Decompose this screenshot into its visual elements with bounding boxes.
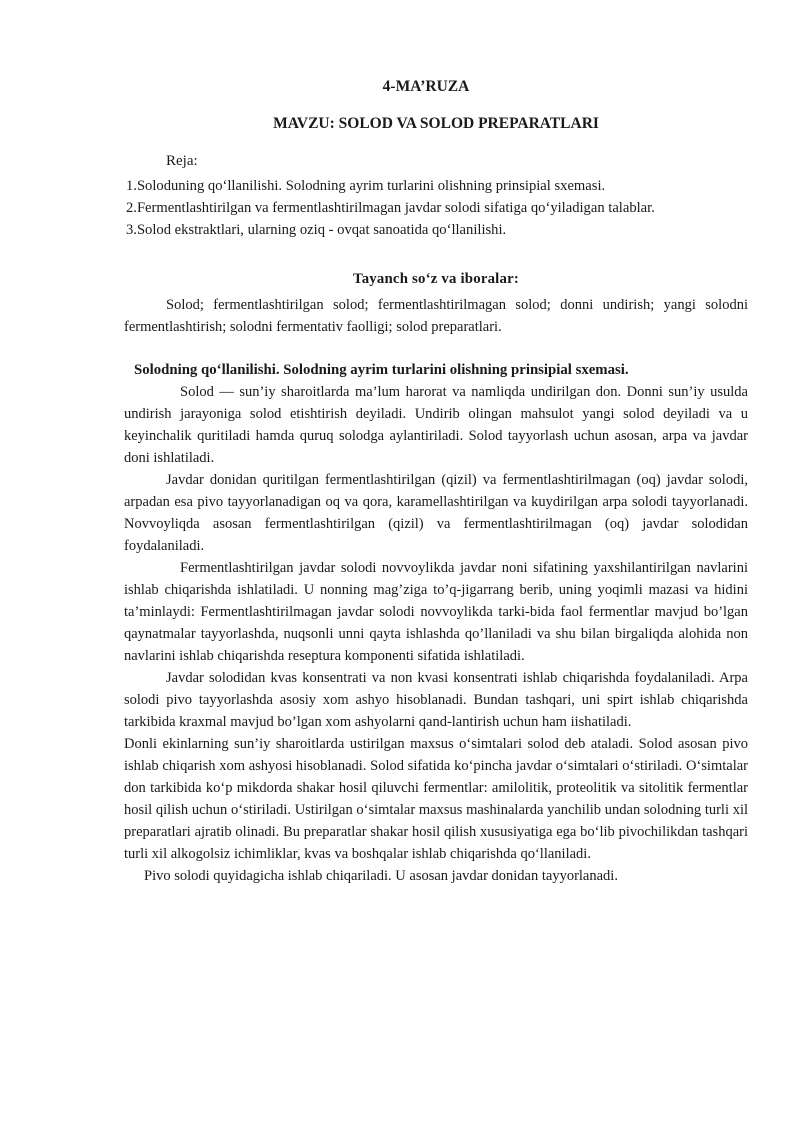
plan-label: Reja: (166, 153, 198, 169)
paragraph: Fermentlashtirilgan javdar solodi novvoylikda javdar noni sifatining yaxshilantirilgan navlarini ishlab chiqarishda ishlatiladi. U nonning mag’ziga to’q-jigarrang berib, uning yoqimli mazasi va hidini ta’minlaydi: Fermentlashtirilmagan javdar solodi novvoylikda tarki-bida faol fermentlar mavjud bo’lgan qaynatmalar tayyorlashda, nuqsonli unni qayta ishlashda qo’llaniladi va shu bilan birgaliqda alohida non navlarini ishlab chiqarishda reseptura komponenti sifatida ishlatiladi. (124, 560, 748, 664)
lecture-number: 4-MA’RUZA (382, 78, 470, 95)
section-title: Solodning qo‘llanilishi. Solodning ayrim turlarini olishning prinsipial sxemasi. (134, 362, 629, 378)
paragraph: Donli ekinlarning sun’iy sharoitlarda ustirilgan maxsus o‘simtalari solod deb ataladi. Solod asosan pivo ishlab chiqarish xom ashyosi hisoblanadi. Solod sifatida ko‘pincha javdar o‘simtalari o‘stiriladi. O‘simtalar don tarkibida ko‘p mikdorda shakar hosil qiluvchi fermentlar: amilolitik, proteolitik va sitolitik fermentlar hosil qilish uchun o‘stiriladi. Ustirilgan o‘simtalar maxsus mashinalarda yanchilib undan solodning turli xil preparatlari ajratib olinadi. Bu preparatlar shakar hosil qilish xususiyatiga ega bo‘lib pivochilikdan tashqari turli xil alkogolsiz ichimliklar, kvas va boshqalar ishlab chiqarishda qo‘llaniladi. (124, 736, 748, 862)
plan-item: 2.Fermentlashtirilgan va fermentlashtirilmagan javdar solodi sifatiga qo‘yiladigan talablar. (126, 200, 655, 216)
keywords-text: Solod; fermentlashtirilgan solod; fermentlashtirilmagan solod; donni undirish; yangi solodni fermentlashtirish; solodni fermentativ faolligi; solod preparatlari. (124, 297, 748, 335)
paragraph: Solod — sun’iy sharoitlarda ma’lum harorat va namliqda undirilgan don. Donni sun’iy usulda undirish jarayoniga solod etishtirish deyiladi. Undirib olingan mahsulot yangi solod deyiladi va u keyinchalik quritiladi hamda quruq solodga aylantiriladi. Solod tayyorlash uchun asosan, arpa va javdar doni ishlatiladi. (124, 384, 748, 466)
paragraph: Pivo solodi quyidagicha ishlab chiqariladi. U asosan javdar donidan tayyorlanadi. (144, 868, 618, 884)
lecture-topic: MAVZU: SOLOD VA SOLOD PREPARATLARI (273, 115, 599, 132)
plan-list (126, 175, 748, 241)
plan-item: 3.Solod ekstraktlari, ularning oziq - ovqat sanoatida qo‘llanilishi. (126, 222, 507, 238)
plan-item: 1.Soloduning qo‘llanilishi. Solodning ayrim turlarini olishning prinsipial sxemasi. (126, 178, 606, 194)
paragraph: Javdar solodidan kvas konsentrati va non kvasi konsentrati ishlab chiqarishda foydalaniladi. Arpa solodi pivo tayyorlashda asosiy xom ashyo hisoblanadi. Bundan tashqari, uni spirt ishlab chiqarishda tarkibida kraxmal mavjud bo’lgan xom ashyolarni qand-lantirish uchun ham iishatiladi. (124, 670, 748, 730)
section-body (124, 381, 748, 887)
paragraph: Javdar donidan quritilgan fermentlashtirilgan (qizil) va fermentlashtirilmagan (oq) javdar solodi, arpadan esa pivo tayyorlanadigan oq va qora, karamellashtirilgan va kuydirilgan arpa solodi tayyorlanadi. Novvoyliqda asosan fermentlashtirilgan (qizil) va fermentlashtirilmagan (oq) javdar solodidan foydalaniladi. (124, 472, 748, 554)
keywords-title: Tayanch so‘z va iboralar: (353, 271, 519, 287)
